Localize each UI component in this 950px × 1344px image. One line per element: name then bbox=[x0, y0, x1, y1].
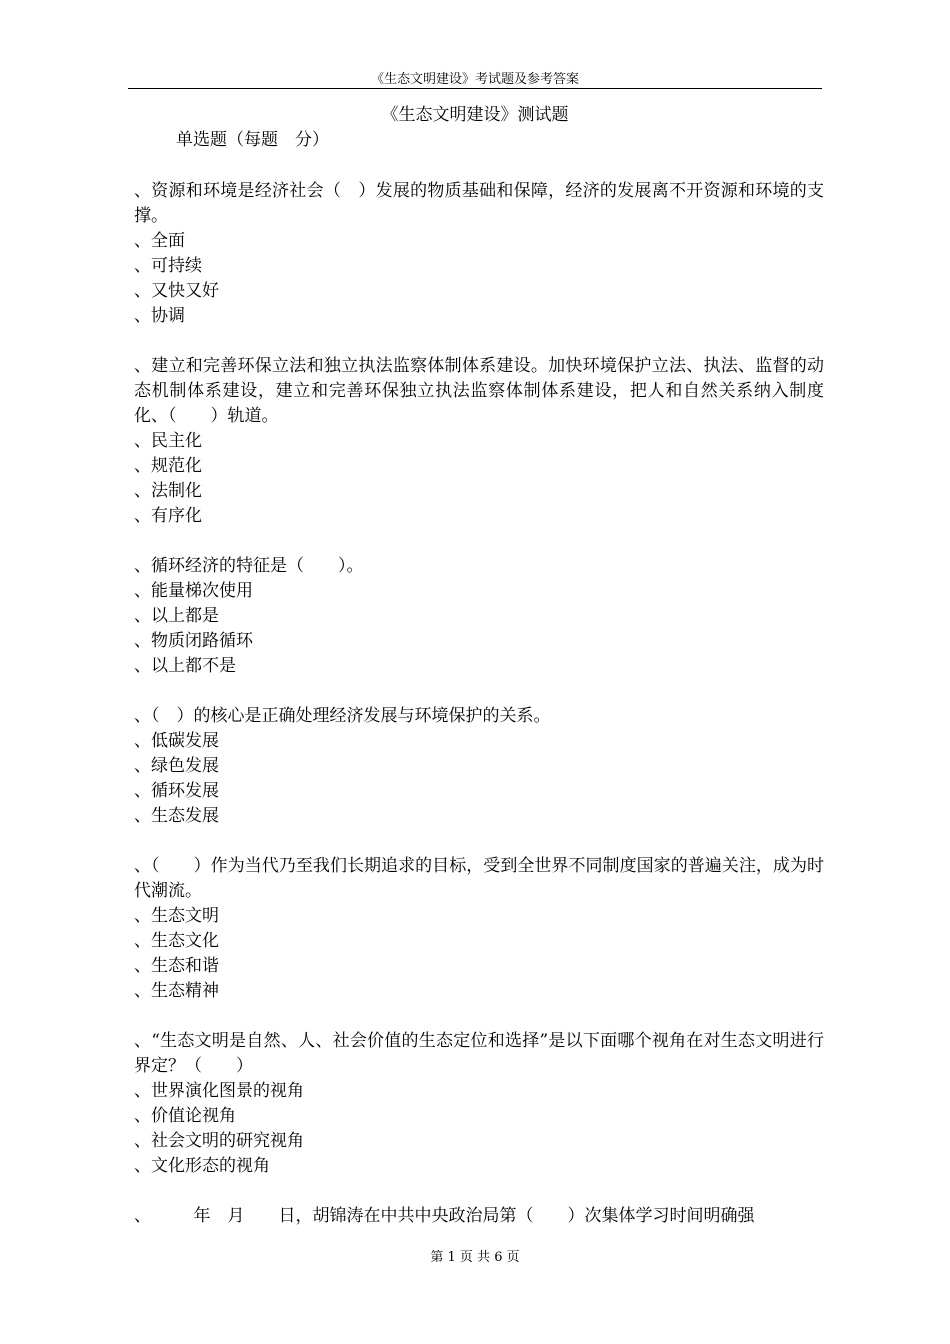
question-stem: 、 年 月 日，胡锦涛在中共中央政治局第（ ）次集体学习时间明确强 bbox=[134, 1206, 755, 1226]
running-header: 《生态文明建设》考试题及参考答案 bbox=[370, 72, 579, 87]
option-a: 、生态文明 bbox=[134, 906, 219, 926]
question-stem: 、循环经济的特征是（ ）。 bbox=[134, 556, 364, 576]
option-b: 、规范化 bbox=[134, 456, 202, 476]
option-d: 、协调 bbox=[134, 306, 185, 326]
question-2 bbox=[134, 354, 824, 529]
option-c: 、社会文明的研究视角 bbox=[134, 1131, 304, 1151]
document-title: 《生态文明建设》测试题 bbox=[381, 105, 569, 125]
option-b: 、以上都是 bbox=[134, 606, 219, 626]
question-stem: 、（ ）的核心是正确处理经济发展与环境保护的关系。 bbox=[134, 706, 551, 726]
option-d: 、有序化 bbox=[134, 506, 202, 526]
option-d: 、生态精神 bbox=[134, 981, 219, 1001]
question-stem: 、建立和完善环保立法和独立执法监察体制体系建设。加快环境保护立法、执法、监督的动态机制体系建设，建立和完善环保独立执法监察体制体系建设，把人和自然关系纳入制度化、（ ）轨道。 bbox=[134, 356, 824, 426]
option-b: 、生态文化 bbox=[134, 931, 219, 951]
question-5 bbox=[134, 854, 824, 1004]
question-stem: 、“生态文明是自然、人、社会价值的生态定位和选择”是以下面哪个视角在对生态文明进行界定？（ ） bbox=[134, 1031, 824, 1076]
option-c: 、又快又好 bbox=[134, 281, 219, 301]
option-a: 、民主化 bbox=[134, 431, 202, 451]
option-d: 、文化形态的视角 bbox=[134, 1156, 270, 1176]
question-stem: 、资源和环境是经济社会（ ）发展的物质基础和保障，经济的发展离不开资源和环境的支撑。 bbox=[134, 181, 824, 226]
question-6 bbox=[134, 1029, 824, 1179]
option-b: 、可持续 bbox=[134, 256, 202, 276]
option-c: 、法制化 bbox=[134, 481, 202, 501]
option-c: 、循环发展 bbox=[134, 781, 219, 801]
question-4 bbox=[134, 704, 824, 829]
option-b: 、价值论视角 bbox=[134, 1106, 236, 1126]
question-1 bbox=[134, 179, 824, 329]
option-a: 、世界演化图景的视角 bbox=[134, 1081, 304, 1101]
option-a: 、能量梯次使用 bbox=[134, 581, 253, 601]
question-list bbox=[134, 179, 824, 1254]
option-c: 、生态和谐 bbox=[134, 956, 219, 976]
option-b: 、绿色发展 bbox=[134, 756, 219, 776]
option-a: 、全面 bbox=[134, 231, 185, 251]
question-3 bbox=[134, 554, 824, 679]
header-divider bbox=[128, 88, 822, 89]
option-d: 、以上都不是 bbox=[134, 656, 236, 676]
option-d: 、生态发展 bbox=[134, 806, 219, 826]
option-c: 、物质闭路循环 bbox=[134, 631, 253, 651]
page-number: 第 1 页 共 6 页 bbox=[430, 1250, 520, 1265]
question-7 bbox=[134, 1204, 824, 1229]
section-heading: 单选题（每题 分） bbox=[176, 130, 329, 150]
option-a: 、低碳发展 bbox=[134, 731, 219, 751]
question-stem: 、（ ）作为当代乃至我们长期追求的目标，受到全世界不同制度国家的普遍关注，成为时代潮流。 bbox=[134, 856, 824, 901]
